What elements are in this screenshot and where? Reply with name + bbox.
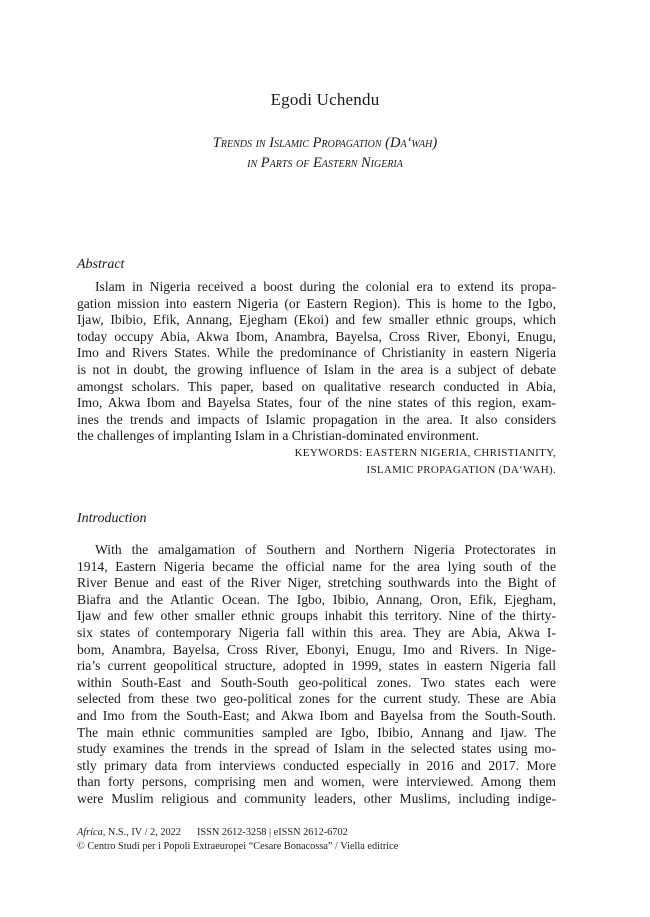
abstract-line: ines the trends and impacts of Islamic propagation in the area. It also considers [77,411,556,427]
abstract-line: today occupy Abia, Akwa Ibom, Anambra, Bayelsa, Cross River, Ebonyi, Enugu, [77,328,556,344]
introduction-line: stly primary data from interviews conducted especially in 2016 and 2017. More [77,757,556,773]
abstract-line: gation mission into eastern Nigeria (or Eastern Region). This is home to the Igbo, [77,295,556,311]
title-line-1: Trends in Islamic Propagation (Da‘wah) [212,135,438,151]
introduction-line: were Muslim religious and community leaders, other Muslims, including indige- [77,790,556,806]
keywords [77,445,556,478]
introduction-line: within South-East and South-South geo-political zones. Two states each were [77,674,556,690]
introduction-line: ria’s current geopolitical structure, adopted in 1999, states in eastern Nigeria fall [77,658,556,674]
introduction-text [77,542,556,808]
abstract-line: Islam in Nigeria received a boost during the colonial era to extend its propa- [95,279,556,294]
abstract-text [77,279,556,445]
keywords-line-2: ISLAMIC PROPAGATION (DA‘WAH). [366,463,556,476]
introduction-line: study examines the trends in the spread of Islam in the selected states using mo- [77,741,556,757]
introduction-line: Ijaw and few other smaller ethnic groups inhabit this territory. Nine of the thirty- [77,608,556,624]
introduction-line: The main ethnic communities sampled are Igbo, Ibibio, Annang and Ijaw. The [77,724,556,740]
introduction-line: and Imo from the South-East; and Akwa Ibom and Bayelsa from the South-South. [77,707,556,723]
article-title [0,133,650,173]
abstract-line: Imo and Rivers States. While the predominance of Christianity in eastern Nigeria [77,345,556,361]
abstract-line: Imo, Akwa Ibom and Bayelsa States, four of the nine states of this region, exam- [77,395,556,411]
introduction-line: than forty persons, comprising men and women, were interviewed. Among them [77,774,556,790]
journal-issue: , N.S., IV / 2, 2022 [102,827,181,838]
issn: ISSN 2612-3258 | eISSN 2612-6702 [196,827,348,838]
author-name: Egodi Uchendu [270,90,380,109]
abstract-line: is not in doubt, the growing influence of Islam in the area is a subject of debate [77,361,556,377]
introduction-line: River Benue and east of the River Niger, stretching southwards into the Bight of [77,575,556,591]
introduction-line: 1914, Eastern Nigeria became the official name for the area lying south of the [77,558,556,574]
journal-name: Africa [77,827,103,838]
introduction-line: Biafra and the Atlantic Ocean. The Igbo, Ibibio, Annang, Oron, Efik, Ejegham, [77,591,556,607]
introduction-heading: Introduction [77,511,147,526]
introduction-line: six states of contemporary Nigeria fall within this area. They are Abia, Akwa I- [77,624,556,640]
abstract-line: amongst scholars. This paper, based on qualitative research conducted in Abia, [77,378,556,394]
keywords-line-1: KEYWORDS: EASTERN NIGERIA, CHRISTIANITY, [294,447,556,459]
introduction-line: selected from these two geo-political zones for the current study. These are Abia [77,691,556,707]
introduction-line: With the amalgamation of Southern and Northern Nigeria Protectorates in [95,542,556,557]
abstract-line: Ijaw, Ibibio, Efik, Annang, Ejegham (Ekoi) and few smaller ethnic groups, which [77,312,556,328]
page-footer [77,826,398,854]
introduction-line: bom, Anambra, Bayelsa, Cross River, Ebonyi, Enugu, Imo and Rivers. In Nige- [77,641,556,657]
abstract-line: the challenges of implanting Islam in a Christian-dominated environment. [77,428,480,444]
title-line-2: in Parts of Eastern Nigeria [247,155,403,171]
copyright-notice: © Centro Studi per i Popoli Extraeuropei “Cesare Bonacossa” / Viella editrice [77,841,399,852]
abstract-heading: Abstract [77,257,125,272]
footer-citation [77,826,398,840]
